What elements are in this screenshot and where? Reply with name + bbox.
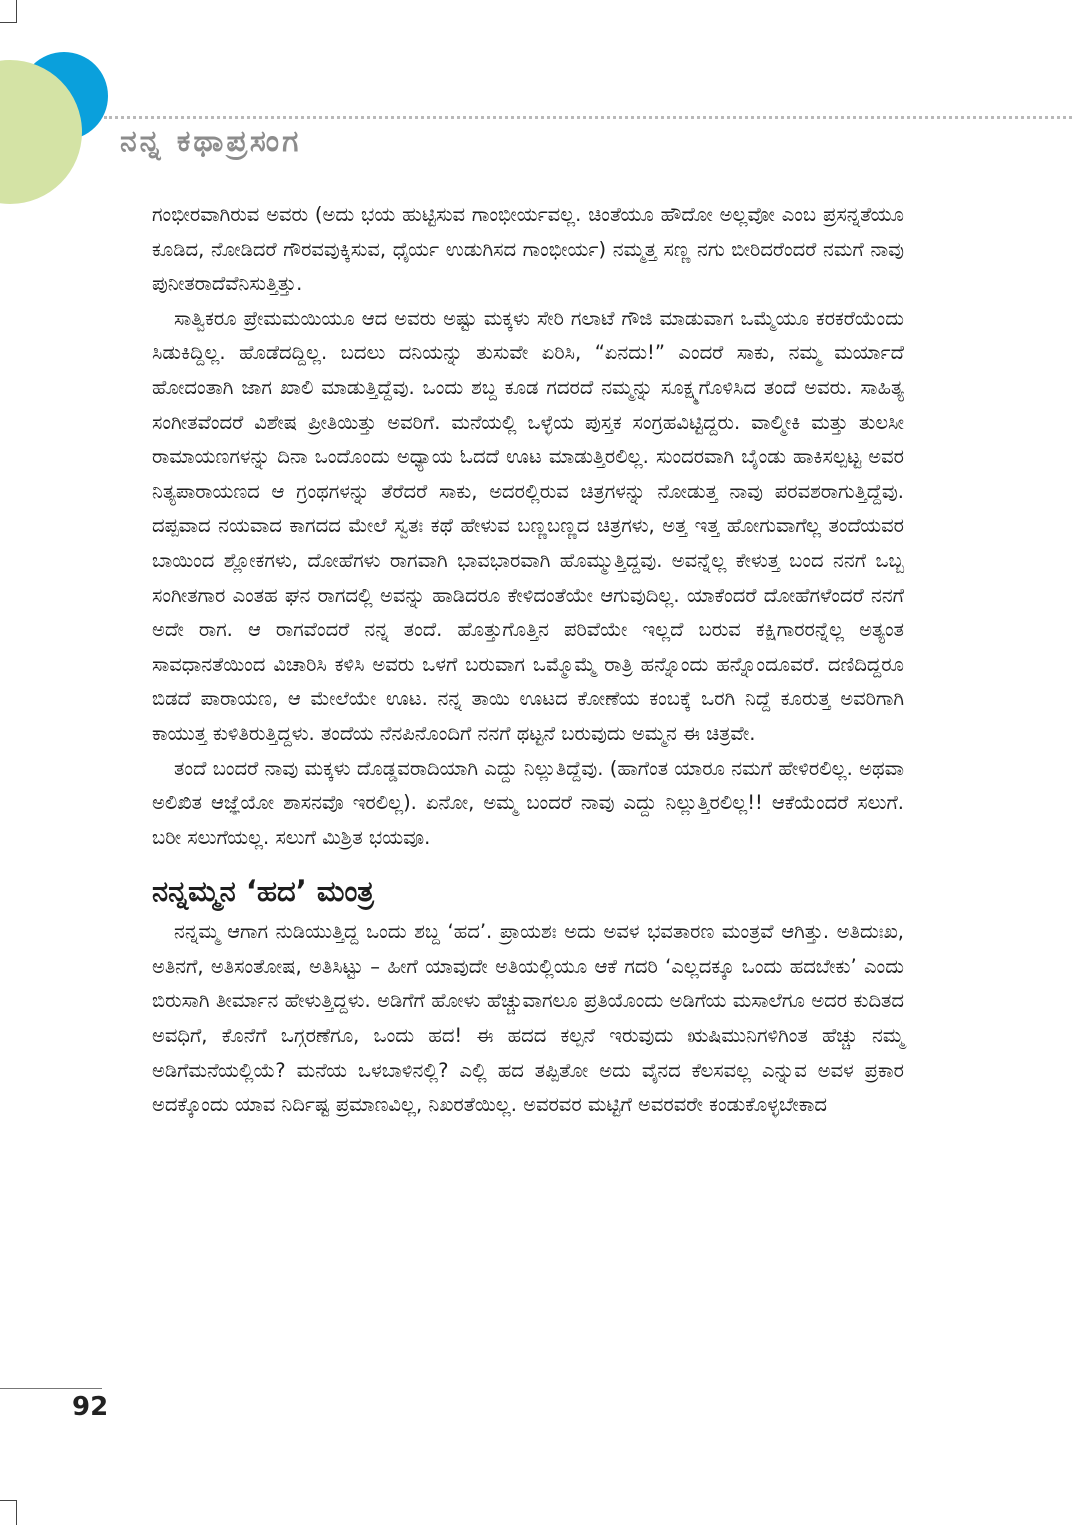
- page-number: 92: [72, 1392, 109, 1422]
- paragraph-2: ಸಾತ್ವಿಕರೂ ಪ್ರೇಮಮಯಿಯೂ ಆದ ಅವರು ಅಷ್ಟು ಮಕ್ಕಳು ಸೇರಿ ಗಲಾಟೆ ಗೌಜಿ ಮಾಡುವಾಗ ಒಮ್ಮೆಯೂ ಕರಕರೆಯೆಂದು ಸಿಡುಕಿದ್ದಿಲ್ಲ. ಹೊಡೆದದ್ದಿಲ್ಲ. ಬದಲು ದನಿಯನ್ನು ತುಸುವೇ ಏರಿಸಿ, “ಏನದು!” ಎಂದರೆ ಸಾಕು, ನಮ್ಮ ಮರ್ಯಾದೆ ಹೋದಂತಾಗಿ ಜಾಗ ಖಾಲಿ ಮಾಡುತ್ತಿದ್ದೆವು. ಒಂದು ಶಬ್ದ ಕೂಡ ಗದರದೆ ನಮ್ಮನ್ನು ಸೂಕ್ಷ್ಮಗೊಳಿಸಿದ ತಂದೆ ಅವರು. ಸಾಹಿತ್ಯ ಸಂಗೀತವೆಂದರೆ ವಿಶೇಷ ಪ್ರೀತಿಯಿತ್ತು ಅವರಿಗೆ. ಮನೆಯಲ್ಲಿ ಒಳ್ಳೆಯ ಪುಸ್ತಕ ಸಂಗ್ರಹವಿಟ್ಟಿದ್ದರು. ವಾಲ್ಮೀಕಿ ಮತ್ತು ತುಲಸೀ ರಾಮಾಯಣಗಳನ್ನು ದಿನಾ ಒಂದೊಂದು ಅಧ್ಯಾಯ ಓದದೆ ಊಟ ಮಾಡುತ್ತಿರಲಿಲ್ಲ. ಸುಂದರವಾಗಿ ಬೈಂಡು ಹಾಕಿಸಲ್ಪಟ್ಟ ಅವರ ನಿತ್ಯಪಾರಾಯಣದ ಆ ಗ್ರಂಥಗಳನ್ನು ತೆರೆದರೆ ಸಾಕು, ಅದರಲ್ಲಿರುವ ಚಿತ್ರಗಳನ್ನು ನೋಡುತ್ತ ನಾವು ಪರವಶರಾಗುತ್ತಿದ್ದೆವು. ದಪ್ಪವಾದ ನಯವಾದ ಕಾಗದದ ಮೇಲೆ ಸ್ವತಃ ಕಥೆ ಹೇಳುವ ಬಣ್ಣಬಣ್ಣದ ಚಿತ್ರಗಳು, ಅತ್ತ ಇತ್ತ ಹೋಗುವಾಗೆಲ್ಲ ತಂದೆಯವರ ಬಾಯಿಂದ ಶ್ಲೋಕಗಳು, ದೋಹೆಗಳು ರಾಗವಾಗಿ ಭಾವಭಾರವಾಗಿ ಹೊಮ್ಮುತ್ತಿದ್ದವು. ಅವನ್ನೆಲ್ಲ ಕೇಳುತ್ತ ಬಂದ ನನಗೆ ಒಬ್ಬ ಸಂಗೀತಗಾರ ಎಂತಹ ಘನ ರಾಗದಲ್ಲಿ ಅವನ್ನು ಹಾಡಿದರೂ ಕೇಳಿದಂತೆಯೇ ಆಗುವುದಿಲ್ಲ. ಯಾಕೆಂದರೆ ದೋಹೆಗಳೆಂದರೆ ನನಗೆ ಅದೇ ರಾಗ. ಆ ರಾಗವೆಂದರೆ ನನ್ನ ತಂದೆ. ಹೊತ್ತುಗೊತ್ತಿನ ಪರಿವೆಯೇ ಇಲ್ಲದೆ ಬರುವ ಕಕ್ಷಿಗಾರರನ್ನೆಲ್ಲ ಅತ್ಯಂತ ಸಾವಧಾನತೆಯಿಂದ ವಿಚಾರಿಸಿ ಕಳಿಸಿ ಅವರು ಒಳಗೆ ಬರುವಾಗ ಒಮ್ಮೊಮ್ಮೆ ರಾತ್ರಿ ಹನ್ನೊಂದು ಹನ್ನೊಂದೂವರೆ. ದಣಿದಿದ್ದರೂ ಬಿಡದೆ ಪಾರಾಯಣ, ಆ ಮೇಲೆಯೇ ಊಟ. ನನ್ನ ತಾಯಿ ಊಟದ ಕೋಣೆಯ ಕಂಬಕ್ಕೆ ಒರಗಿ ನಿದ್ದೆ ಕೂರುತ್ತ ಅವರಿಗಾಗಿ ಕಾಯುತ್ತ ಕುಳಿತಿರುತ್ತಿದ್ದಳು. ತಂದೆಯ ನೆನಪಿನೊಂದಿಗೆ ನನಗೆ ಥಟ್ಟನೆ ಬರುವುದು ಅಮ್ಮನ ಈ ಚಿತ್ರವೇ.: [152, 306, 904, 745]
- paragraph-3: ತಂದೆ ಬಂದರೆ ನಾವು ಮಕ್ಕಳು ದೊಡ್ಡವರಾದಿಯಾಗಿ ಎದ್ದು ನಿಲ್ಲುತಿದ್ದೆವು. (ಹಾಗೆಂತ ಯಾರೂ ನಮಗೆ ಹೇಳಿರಲಿಲ್ಲ. ಅಥವಾ ಅಲಿಖಿತ ಆಜ್ಞೆಯೋ ಶಾಸನವೊ ಇರಲಿಲ್ಲ). ಏನೋ, ಅಮ್ಮ ಬಂದರೆ ನಾವು ಎದ್ದು ನಿಲ್ಲುತ್ತಿರಲಿಲ್ಲ!! ಆಕೆಯೆಂದರೆ ಸಲುಗೆ. ಬರೀ ಸಲುಗೆಯಲ್ಲ. ಸಲುಗೆ ಮಿಶ್ರಿತ ಭಯವೂ.: [152, 756, 904, 849]
- crop-mark-bottom-left: [16, 1500, 17, 1525]
- crop-mark-top-left: [16, 0, 17, 22]
- section-paragraph: ನನ್ನಮ್ಮ ಆಗಾಗ ನುಡಿಯುತ್ತಿದ್ದ ಒಂದು ಶಬ್ದ ‘ಹದ’. ಪ್ರಾಯಶಃ ಅದು ಅವಳ ಭವತಾರಣ ಮಂತ್ರವೆ ಆಗಿತ್ತು. ಅತಿದುಃಖ, ಅತಿನಗೆ, ಅತಿಸಂತೋಷ, ಅತಿಸಿಟ್ಟು – ಹೀಗೆ ಯಾವುದೇ ಅತಿಯಲ್ಲಿಯೂ ಆಕೆ ಗದರಿ ‘ಎಲ್ಲದಕ್ಕೂ ಒಂದು ಹದಬೇಕು’ ಎಂದು ಬಿರುಸಾಗಿ ತೀರ್ಮಾನ ಹೇಳುತ್ತಿದ್ದಳು. ಅಡಿಗೆಗೆ ಹೋಳು ಹೆಚ್ಚುವಾಗಲೂ ಪ್ರತಿಯೊಂದು ಅಡಿಗೆಯ ಮಸಾಲೆಗೂ ಅದರ ಕುದಿತದ ಅವಧಿಗೆ, ಕೊನೆಗೆ ಒಗ್ಗರಣೆಗೂ, ಒಂದು ಹದ! ಈ ಹದದ ಕಲ್ಪನೆ ಇರುವುದು ಋಷಿಮುನಿಗಳಿಗಿಂತ ಹೆಚ್ಚು ನಮ್ಮ ಅಡಿಗೆಮನೆಯಲ್ಲಿಯೆ? ಮನೆಯ ಒಳಬಾಳಿನಲ್ಲಿ? ಎಲ್ಲಿ ಹದ ತಪ್ಪಿತೋ ಅದು ವೈನದ ಕೆಲಸವಲ್ಲ ಎನ್ನುವ ಅವಳ ಪ್ರಕಾರ ಅದಕ್ಕೊಂದು ಯಾವ ನಿರ್ದಿಷ್ಟ ಪ್ರಮಾಣವಿಲ್ಲ, ನಿಖರತೆಯಿಲ್ಲ. ಅವರವರ ಮಟ್ಟಿಗೆ ಅವರವರೇ ಕಂಡುಕೊಳ್ಳಬೇಕಾದ: [152, 920, 904, 1117]
- crop-mark-bottom-left-h: [0, 1500, 17, 1501]
- running-title: ನನ್ನ ಕಥಾಪ್ರಸಂಗ: [120, 124, 302, 159]
- section-heading: ನನ್ನಮ್ಮನ ‘ಹದ’ ಮಂತ್ರ: [152, 874, 374, 909]
- crop-mark-top-left-h: [0, 22, 17, 23]
- paragraph-1: ಗಂಭೀರವಾಗಿರುವ ಅವರು (ಅದು ಭಯ ಹುಟ್ಟಿಸುವ ಗಾಂಭೀರ್ಯವಲ್ಲ. ಚಿಂತೆಯೂ ಹೌದೋ ಅಲ್ಲವೋ ಎಂಬ ಪ್ರಸನ್ನತೆಯೂ ಕೂಡಿದ, ನೋಡಿದರೆ ಗೌರವವುಕ್ಕಿಸುವ, ಧೈರ್ಯ ಉಡುಗಿಸದ ಗಾಂಭೀರ್ಯ) ನಮ್ಮತ್ತ ಸಣ್ಣ ನಗು ಬೀರಿದರೆಂದರೆ ನಮಗೆ ನಾವು ಪುನೀತರಾದೆವೆನಿಸುತ್ತಿತ್ತು.: [152, 203, 904, 296]
- footer-rule: [0, 1388, 102, 1389]
- body-text: [152, 198, 904, 1123]
- header-dotted-rule: [104, 116, 1072, 119]
